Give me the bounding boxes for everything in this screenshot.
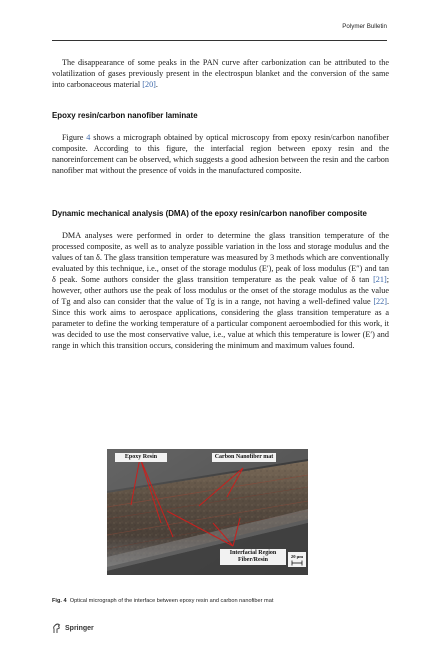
citation-link[interactable]: [21] <box>373 275 387 284</box>
caption-label: Fig. 4 <box>52 598 67 604</box>
running-head: Polymer Bulletin <box>342 23 387 30</box>
springer-horse-icon <box>52 623 61 634</box>
paragraph-text: The disappearance of some peaks in the PAN curve after carbonization can be attributed to the volatilization of gases previously present in the electrospun blanket and the conversion of the same into carbonaceous material <box>52 58 389 89</box>
scale-bar: 20 µm <box>288 552 306 567</box>
scale-bar-icon <box>290 560 304 566</box>
figure-reference-link[interactable]: 4 <box>86 133 91 142</box>
header-rule <box>52 40 387 41</box>
paragraph-pan-curve: The disappearance of some peaks in the PAN curve after carbonization can be attributed to the volatilization of gases previously present in the electrospun blanket and the conversion of the same into carbonaceous material [20]. <box>52 58 389 89</box>
label-epoxy-resin: Epoxy Resin <box>115 453 167 462</box>
section-heading-dma: Dynamic mechanical analysis (DMA) of the epoxy resin/carbon nanofiber composite <box>52 209 367 218</box>
micrograph-figure <box>107 449 308 575</box>
label-interfacial-region: Interfacial Region Fiber/Resin <box>220 549 286 565</box>
publisher-name: Springer <box>65 625 94 632</box>
paragraph-dma: DMA analyses were performed in order to determine the glass transition temperature of the processed composite, as well as to analyze possible variation in the loss and storage modulus and the values of tan δ. The glass transition temperature was measured by 3 methods which are conventionally evaluated by this technique, i.e., onset of the storage modulus (E′), peak of loss modulus (E″) and tan δ peak. Some authors consider the glass transition temperature as the peak value of δ tan [21]; however, other authors use the peak of loss modulus or the onset of the storage modulus as the value of Tg and also can consider that the value of Tg is in a range, not having a well-defined value [22]. Since this work aims to aerospace applications, considering the glass transition temperature as a parameter to define the working temperature of a particular component aeroembodied for this work, it was decided to use the most conservative value, i.e., value at which this temperature is lower (E′) and range in which this transition occurs, considering the minimum and maximum values found. <box>52 231 389 350</box>
figure-caption <box>52 598 392 604</box>
label-carbon-nanofiber: Carbon Nanofiber mat <box>212 453 276 462</box>
caption-text: Optical micrograph of the interface between epoxy resin and carbon nanofiber mat <box>69 598 274 604</box>
citation-link[interactable]: [20] <box>142 80 156 89</box>
citation-link[interactable]: [22] <box>373 297 387 306</box>
paragraph-laminate: Figure 4 shows a micrograph obtained by optical microscopy from epoxy resin/carbon nanofiber composite. According to this figure, the interfacial region between epoxy resin and the nanoreinforcement can be observed, which suggests a good adhesion between the resin and the carbon nanofiber mat without the presence of voids in the manufactured composite. <box>52 133 389 175</box>
section-heading-laminate: Epoxy resin/carbon nanofiber laminate <box>52 111 198 120</box>
publisher-footer <box>52 623 94 634</box>
